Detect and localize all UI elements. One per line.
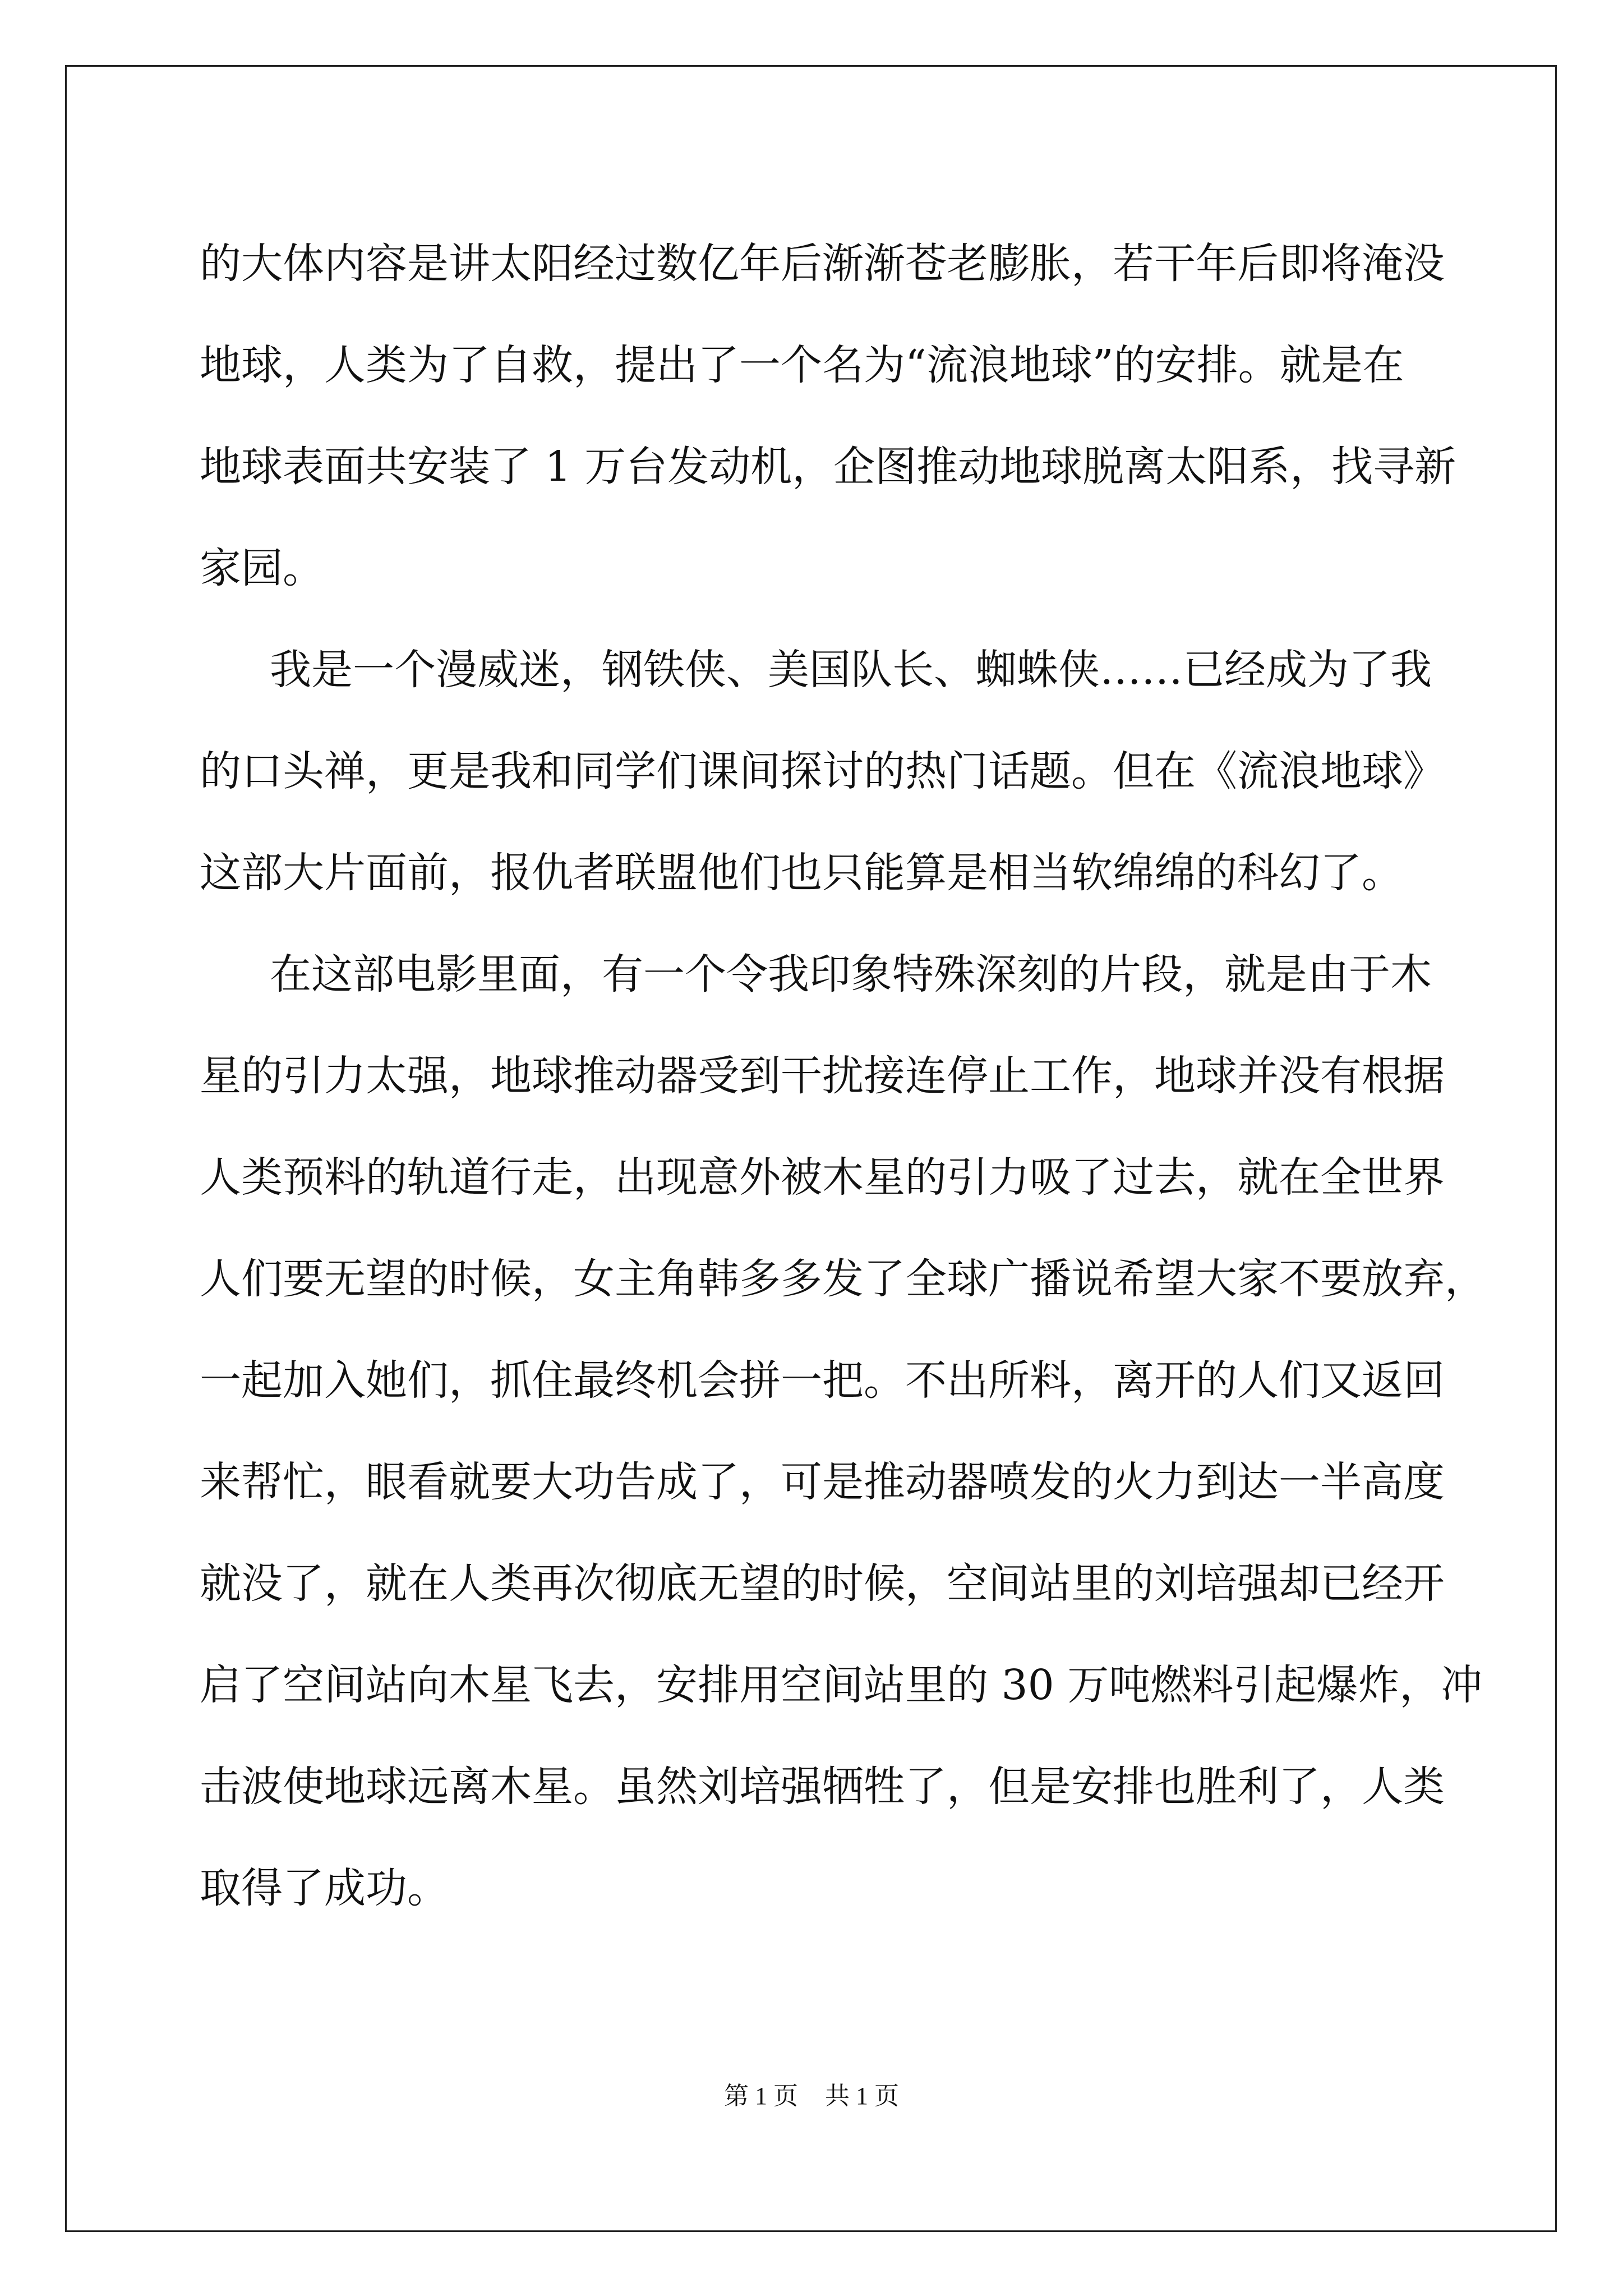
text-line: 一起加入她们，抓住最终机会拼一把。不出所料，离开的人们又返回 bbox=[200, 1356, 1445, 1405]
text-line: 的口头禅，更是我和同学们课间探讨的热门话题。但在《流浪地球》 bbox=[200, 747, 1445, 795]
text-line: 取得了成功。 bbox=[200, 1864, 449, 1912]
text-line: 这部大片面前，报仇者联盟他们也只能算是相当软绵绵的科幻了。 bbox=[200, 849, 1403, 897]
text-line: 家园。 bbox=[200, 544, 324, 592]
text-line: 在这部电影里面，有一个令我印象特殊深刻的片段，就是由于木 bbox=[270, 950, 1432, 999]
page-footer bbox=[0, 2076, 1623, 2111]
text-line bbox=[200, 1939, 1433, 2041]
text-line: 击波使地球远离木星。虽然刘培强牺牲了，但是安排也胜利了，人类 bbox=[200, 1763, 1445, 1811]
text-line: 地球，人类为了自救，提出了一个名为“流浪地球”的安排。就是在 bbox=[200, 341, 1404, 389]
text-line: 地球表面共安装了 1 万台发动机，企图推动地球脱离太阳系，找寻新 bbox=[200, 443, 1456, 491]
text-line: 我是一个漫威迷，钢铁侠、美国队长、蜘蛛侠……已经成为了我 bbox=[270, 646, 1432, 694]
text-line: 的大体内容是讲太阳经过数亿年后渐渐苍老膨胀，若干年后即将淹没 bbox=[200, 240, 1445, 288]
text-line: 人们要无望的时候，女主角韩多多发了全球广播说希望大家不要放弃， bbox=[200, 1255, 1486, 1303]
text-line: 人类预料的轨道行走，出现意外被木星的引力吸了过去，就在全世界 bbox=[200, 1153, 1445, 1202]
text-line: 启了空间站向木星飞去，安排用空间站里的 30 万吨燃料引起爆炸，冲 bbox=[200, 1661, 1483, 1709]
text-line: 来帮忙，眼看就要大功告成了，可是推动器喷发的火力到达一半高度 bbox=[200, 1458, 1445, 1506]
text-line: 星的引力太强，地球推动器受到干扰接连停止工作，地球并没有根据 bbox=[200, 1052, 1445, 1100]
page-total: 共 1 页 bbox=[825, 2082, 899, 2110]
page-number: 第 1 页 bbox=[724, 2082, 798, 2110]
document-body bbox=[200, 213, 1486, 2041]
text-line: 就没了，就在人类再次彻底无望的时候，空间站里的刘培强却已经开 bbox=[200, 1559, 1445, 1608]
